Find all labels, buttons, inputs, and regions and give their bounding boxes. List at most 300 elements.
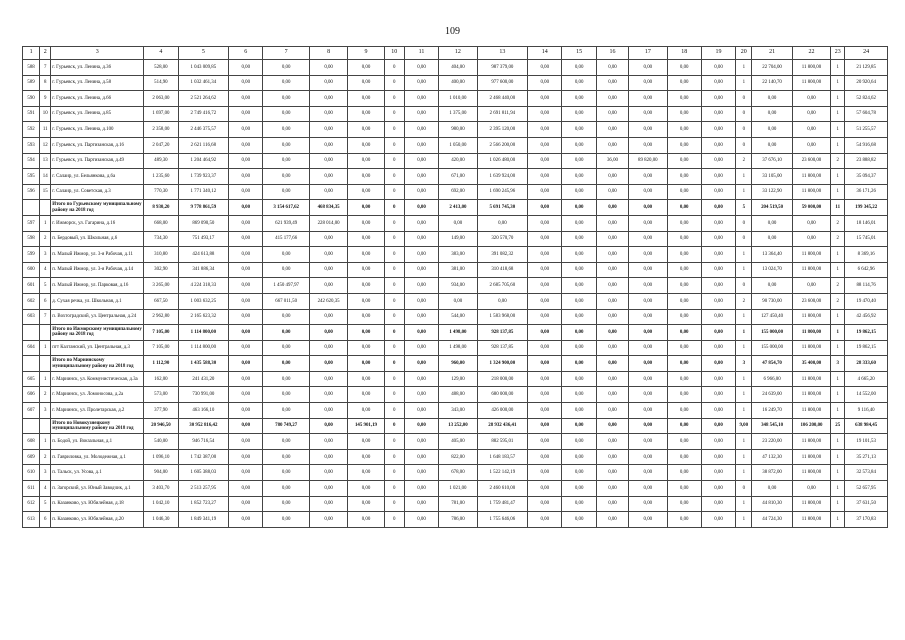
table-cell: 0,00 bbox=[229, 278, 263, 294]
table-cell: 0,00 bbox=[629, 184, 667, 200]
table-cell: 0,00 bbox=[701, 403, 735, 419]
table-cell: 4 224 318,33 bbox=[178, 278, 229, 294]
table-cell: 426 000,00 bbox=[477, 403, 528, 419]
table-cell: 2 566 200,00 bbox=[477, 137, 528, 153]
table-cell: 0,00 bbox=[263, 434, 309, 450]
table-cell: 2 bbox=[831, 293, 845, 309]
table-cell: 0,00 bbox=[562, 60, 596, 76]
table-cell: 0,00 bbox=[404, 137, 438, 153]
table-cell: 0,00 bbox=[309, 75, 347, 91]
table-cell: 302,90 bbox=[144, 262, 178, 278]
table-cell: 11 800,00 bbox=[792, 340, 830, 356]
table-cell: 0,00 bbox=[229, 371, 263, 387]
table-cell: 0 bbox=[384, 293, 404, 309]
table-cell: 3 154 617,62 bbox=[263, 200, 309, 216]
table-cell: 0,00 bbox=[596, 278, 628, 294]
table-cell: 1 050,00 bbox=[439, 137, 477, 153]
table-cell: 1 bbox=[831, 122, 845, 138]
table-cell: 1 bbox=[40, 434, 51, 450]
table-cell: 8 930,20 bbox=[144, 200, 178, 216]
table-cell: 0 bbox=[384, 512, 404, 528]
table-cell: 0,00 bbox=[348, 465, 384, 481]
table-cell: 0,00 bbox=[229, 309, 263, 325]
table-cell: 0,00 bbox=[701, 434, 735, 450]
table-row bbox=[23, 60, 888, 76]
header-cell: 6 bbox=[229, 47, 263, 60]
table-cell: 0,00 bbox=[667, 293, 701, 309]
table-cell: 781,00 bbox=[439, 496, 477, 512]
table-cell: 11 800,00 bbox=[792, 371, 830, 387]
header-cell: 24 bbox=[845, 47, 888, 60]
table-cell: 0,00 bbox=[263, 153, 309, 169]
table-cell: 0,00 bbox=[701, 340, 735, 356]
table-cell: 595 bbox=[23, 169, 40, 185]
table-cell: 0,00 bbox=[667, 106, 701, 122]
table-cell: 1 bbox=[736, 496, 752, 512]
table-row bbox=[23, 231, 888, 247]
table-cell: 0,00 bbox=[229, 200, 263, 216]
table-cell: 0,00 bbox=[528, 371, 562, 387]
table-cell: 0,00 bbox=[263, 122, 309, 138]
table-cell: 15 bbox=[40, 184, 51, 200]
table-cell bbox=[23, 200, 40, 216]
table-cell: 3 bbox=[831, 356, 845, 372]
table-cell: 786,00 bbox=[439, 512, 477, 528]
table-cell: 0,00 bbox=[348, 106, 384, 122]
table-cell: 0,00 bbox=[701, 371, 735, 387]
address-cell: г. Гурьевск, ул. Ленина, д.58 bbox=[51, 75, 144, 91]
table-cell: 400,00 bbox=[439, 75, 477, 91]
table-cell: 2 bbox=[40, 449, 51, 465]
table-cell: 2 bbox=[40, 387, 51, 403]
table-cell: 0,00 bbox=[562, 278, 596, 294]
table-cell: 680 000,00 bbox=[477, 387, 528, 403]
table-cell: 667 011,50 bbox=[263, 293, 309, 309]
table-cell: 7 105,00 bbox=[144, 340, 178, 356]
table-cell: 0,00 bbox=[629, 278, 667, 294]
table-cell: 0,00 bbox=[348, 122, 384, 138]
table-cell: 0,00 bbox=[667, 481, 701, 497]
table-cell: 0,00 bbox=[477, 215, 528, 231]
table-cell: 0,00 bbox=[629, 340, 667, 356]
table-cell: 0,00 bbox=[229, 481, 263, 497]
table-cell: 0,00 bbox=[309, 387, 347, 403]
table-cell: 0,00 bbox=[348, 387, 384, 403]
table-cell: 2 bbox=[831, 215, 845, 231]
table-cell: 0,00 bbox=[562, 122, 596, 138]
header-cell: 1 bbox=[23, 47, 40, 60]
table-cell: 1 739 923,37 bbox=[178, 169, 229, 185]
table-cell: 0,00 bbox=[667, 434, 701, 450]
table-cell: 0,00 bbox=[229, 465, 263, 481]
table-cell: 35 271,13 bbox=[845, 449, 888, 465]
table-cell: 1 bbox=[831, 137, 845, 153]
table-cell: 14 bbox=[40, 169, 51, 185]
table-cell: 1 435 588,30 bbox=[178, 356, 229, 372]
table-cell: 42 456,92 bbox=[845, 309, 888, 325]
table-cell: 19 101,53 bbox=[845, 434, 888, 450]
table-cell: 1 771 340,12 bbox=[178, 184, 229, 200]
table-cell: 88 114,76 bbox=[845, 278, 888, 294]
table-cell: 0,00 bbox=[309, 496, 347, 512]
table-cell: 0,00 bbox=[562, 449, 596, 465]
table-cell: 0,00 bbox=[596, 496, 628, 512]
table-cell: 0,00 bbox=[701, 122, 735, 138]
table-cell: 588 bbox=[23, 60, 40, 76]
table-cell: 0,00 bbox=[562, 200, 596, 216]
table-cell: 1 bbox=[736, 340, 752, 356]
table-cell: 770,30 bbox=[144, 184, 178, 200]
table-cell: 2 749 416,72 bbox=[178, 106, 229, 122]
header-cell: 14 bbox=[528, 47, 562, 60]
table-cell: 0,00 bbox=[596, 215, 628, 231]
table-cell: 751 493,17 bbox=[178, 231, 229, 247]
table-cell: 106 200,00 bbox=[792, 418, 830, 434]
table-cell: 0,00 bbox=[596, 481, 628, 497]
table-cell: 0,00 bbox=[629, 60, 667, 76]
table-cell: 0,00 bbox=[792, 137, 830, 153]
header-cell: 17 bbox=[629, 47, 667, 60]
table-cell: 0,00 bbox=[309, 449, 347, 465]
table-cell: 2 521 264,62 bbox=[178, 91, 229, 107]
table-cell: 0,00 bbox=[348, 247, 384, 263]
table-cell: 8 bbox=[40, 75, 51, 91]
table-cell: 0,00 bbox=[667, 512, 701, 528]
table-cell: 15 745,01 bbox=[845, 231, 888, 247]
table-row bbox=[23, 75, 888, 91]
table-cell: 0,00 bbox=[229, 387, 263, 403]
table-cell: 1 bbox=[831, 465, 845, 481]
table-cell: 0,00 bbox=[404, 122, 438, 138]
table-cell: 155 000,00 bbox=[752, 340, 792, 356]
table-cell: 468 834,35 bbox=[309, 200, 347, 216]
table-cell: 0,00 bbox=[752, 481, 792, 497]
table-cell: 987 379,00 bbox=[477, 60, 528, 76]
table-cell: 692,00 bbox=[439, 184, 477, 200]
table-row bbox=[23, 449, 888, 465]
table-cell: 0,00 bbox=[596, 418, 628, 434]
table-cell: 59 000,00 bbox=[792, 200, 830, 216]
table-cell: 0 bbox=[384, 496, 404, 512]
table-cell: 2 395 120,00 bbox=[477, 122, 528, 138]
table-cell: 0,00 bbox=[562, 169, 596, 185]
table-cell: 0,00 bbox=[348, 278, 384, 294]
address-cell: д. Сухая речка, ул. Школьная, д.1 bbox=[51, 293, 144, 309]
table-cell: 610 bbox=[23, 465, 40, 481]
table-cell: 33 105,00 bbox=[752, 169, 792, 185]
table-cell: 928 137,85 bbox=[477, 340, 528, 356]
table-cell: 13 bbox=[40, 153, 51, 169]
table-cell: 0,00 bbox=[309, 122, 347, 138]
table-row bbox=[23, 106, 888, 122]
table-cell: 23 888,82 bbox=[845, 153, 888, 169]
table-cell: 0,00 bbox=[596, 356, 628, 372]
table-cell: 0,00 bbox=[309, 91, 347, 107]
table-cell: 0,00 bbox=[309, 481, 347, 497]
table-cell: 9 bbox=[40, 91, 51, 107]
table-cell: 0,00 bbox=[528, 169, 562, 185]
table-cell: 0,00 bbox=[404, 153, 438, 169]
table-cell: 0,00 bbox=[562, 137, 596, 153]
table-cell: 1 522 142,19 bbox=[477, 465, 528, 481]
table-cell: 0,00 bbox=[596, 184, 628, 200]
table-cell: 540,00 bbox=[144, 434, 178, 450]
table-cell: 0,00 bbox=[562, 309, 596, 325]
address-cell: п. Малый Ижмор, ул. 3-я Рабочая, д.11 bbox=[51, 247, 144, 263]
address-cell: п. Бердовый, ул. Школьная, д.6 bbox=[51, 231, 144, 247]
table-cell: 1 026 480,00 bbox=[477, 153, 528, 169]
table-cell: 0,00 bbox=[629, 465, 667, 481]
table-cell: 1 742 387,00 bbox=[178, 449, 229, 465]
table-cell: 383,00 bbox=[439, 247, 477, 263]
table-cell: 0,00 bbox=[263, 309, 309, 325]
table-cell: 0,00 bbox=[629, 200, 667, 216]
table-cell: 0,00 bbox=[528, 403, 562, 419]
table-cell: 0,00 bbox=[562, 262, 596, 278]
table-cell: 0 bbox=[384, 278, 404, 294]
table-cell: 946 716,54 bbox=[178, 434, 229, 450]
table-cell: 199 345,22 bbox=[845, 200, 888, 216]
table-cell: 1 755 646,06 bbox=[477, 512, 528, 528]
table-cell: 1 852 723,27 bbox=[178, 496, 229, 512]
table-cell bbox=[40, 356, 51, 372]
table-cell: 0,00 bbox=[596, 60, 628, 76]
table-cell: 0,00 bbox=[667, 137, 701, 153]
table-cell: 0,00 bbox=[562, 340, 596, 356]
table-cell: 0,00 bbox=[667, 200, 701, 216]
table-cell bbox=[23, 356, 40, 372]
table-cell: 28 333,60 bbox=[845, 356, 888, 372]
table-cell: 4 665,20 bbox=[845, 371, 888, 387]
header-cell: 18 bbox=[667, 47, 701, 60]
table-cell: 0,00 bbox=[528, 278, 562, 294]
table-cell: 0 bbox=[384, 106, 404, 122]
header-cell: 12 bbox=[439, 47, 477, 60]
table-cell: 1 498,00 bbox=[439, 325, 477, 341]
table-cell: 0,00 bbox=[263, 91, 309, 107]
table-cell: 0,00 bbox=[263, 481, 309, 497]
table-cell: 0,00 bbox=[629, 434, 667, 450]
table-cell: 0,00 bbox=[348, 496, 384, 512]
table-cell: 0,00 bbox=[667, 215, 701, 231]
table-cell: 2 bbox=[40, 231, 51, 247]
table-cell: 599 bbox=[23, 247, 40, 263]
table-cell: 44 724,30 bbox=[752, 512, 792, 528]
table-cell: 0 bbox=[384, 418, 404, 434]
table-cell: 1 bbox=[831, 371, 845, 387]
table-cell: 934,00 bbox=[439, 278, 477, 294]
table-cell: 0,00 bbox=[404, 449, 438, 465]
table-cell: 0,00 bbox=[667, 387, 701, 403]
table-cell: 16 249,70 bbox=[752, 403, 792, 419]
table-cell: 0 bbox=[384, 481, 404, 497]
table-cell: 0,00 bbox=[528, 465, 562, 481]
table-cell: 0,00 bbox=[528, 137, 562, 153]
table-cell: 0 bbox=[384, 262, 404, 278]
table-cell: 35 400,00 bbox=[792, 356, 830, 372]
table-cell: 0,00 bbox=[348, 340, 384, 356]
table-cell: 11 800,00 bbox=[792, 434, 830, 450]
table-row bbox=[23, 371, 888, 387]
table-cell: 7 bbox=[40, 60, 51, 76]
table-cell: 0,00 bbox=[667, 247, 701, 263]
table-cell: 1 bbox=[831, 184, 845, 200]
table-cell: 30 952 816,42 bbox=[178, 418, 229, 434]
table-cell: 0,00 bbox=[562, 496, 596, 512]
table-cell: 6 bbox=[40, 293, 51, 309]
table-cell: 13 364,40 bbox=[752, 247, 792, 263]
table-cell: 607 bbox=[23, 403, 40, 419]
table-cell: 0,00 bbox=[562, 106, 596, 122]
table-cell: 1 849 341,19 bbox=[178, 512, 229, 528]
table-cell: 1 003 632,25 bbox=[178, 293, 229, 309]
page-number: 109 bbox=[445, 26, 460, 37]
table-cell: 0,00 bbox=[309, 247, 347, 263]
table-cell: 19 862,15 bbox=[845, 340, 888, 356]
table-cell: 0,00 bbox=[701, 137, 735, 153]
table-cell: 1 583 968,00 bbox=[477, 309, 528, 325]
table-cell: 0,00 bbox=[348, 75, 384, 91]
table-cell: 37 631,50 bbox=[845, 496, 888, 512]
table-cell: 0,00 bbox=[701, 465, 735, 481]
table-cell: 1 bbox=[40, 215, 51, 231]
table-cell: 0,00 bbox=[528, 512, 562, 528]
table-cell: 228 014,00 bbox=[309, 215, 347, 231]
header-cell: 9 bbox=[348, 47, 384, 60]
table-cell: 0,00 bbox=[404, 91, 438, 107]
address-cell: Итого по Ижморскому муниципальному району на 2018 год bbox=[51, 325, 144, 341]
report-table bbox=[22, 46, 888, 528]
table-cell: 0 bbox=[384, 169, 404, 185]
table-row bbox=[23, 293, 888, 309]
table-cell: 1 bbox=[831, 340, 845, 356]
table-cell: 424 613,88 bbox=[178, 247, 229, 263]
table-cell: 0,00 bbox=[596, 309, 628, 325]
table-cell: 36 171,26 bbox=[845, 184, 888, 200]
address-cell: г. Салаир, ул. Бельянкова, д.6а bbox=[51, 169, 144, 185]
table-cell bbox=[23, 418, 40, 434]
header-cell: 19 bbox=[701, 47, 735, 60]
table-cell: 0,00 bbox=[562, 418, 596, 434]
table-cell: 1 bbox=[736, 325, 752, 341]
table-cell: 0,00 bbox=[229, 340, 263, 356]
table-cell: 597 bbox=[23, 215, 40, 231]
table-cell: 0,00 bbox=[667, 309, 701, 325]
table-cell: 0,00 bbox=[229, 75, 263, 91]
total-row bbox=[23, 200, 888, 216]
address-cell: Итого по Мариинскому муниципальному району на 2018 год bbox=[51, 356, 144, 372]
table-cell: 0 bbox=[384, 91, 404, 107]
table-cell: 19 470,40 bbox=[845, 293, 888, 309]
table-cell: 37 170,83 bbox=[845, 512, 888, 528]
table-cell: 0,00 bbox=[562, 91, 596, 107]
table-cell: 621 939,49 bbox=[263, 215, 309, 231]
table-cell: 0,00 bbox=[701, 387, 735, 403]
table-cell: 8 369,16 bbox=[845, 247, 888, 263]
total-row bbox=[23, 325, 888, 341]
table-cell: 1 639 924,00 bbox=[477, 169, 528, 185]
table-cell: 22 704,00 bbox=[752, 60, 792, 76]
table-cell: 0,00 bbox=[629, 403, 667, 419]
table-cell: 514,90 bbox=[144, 75, 178, 91]
table-cell: 1 bbox=[831, 309, 845, 325]
address-cell: Итого по Гурьевскому муниципальному району на 2018 год bbox=[51, 200, 144, 216]
table-cell: 404,00 bbox=[439, 60, 477, 76]
table-cell: 0,00 bbox=[404, 434, 438, 450]
table-row bbox=[23, 465, 888, 481]
table-cell: 0,00 bbox=[667, 340, 701, 356]
table-cell: 204 519,50 bbox=[752, 200, 792, 216]
table-cell: 11 800,00 bbox=[792, 262, 830, 278]
table-cell: 0,00 bbox=[404, 325, 438, 341]
table-cell: 3 bbox=[40, 403, 51, 419]
table-cell: 2 685 705,60 bbox=[477, 278, 528, 294]
table-cell: 0,00 bbox=[792, 278, 830, 294]
table-cell: 9 116,40 bbox=[845, 403, 888, 419]
table-cell: 0,00 bbox=[404, 356, 438, 372]
table-cell: 0,00 bbox=[528, 75, 562, 91]
table-cell: 980,00 bbox=[439, 122, 477, 138]
table-cell: 0,00 bbox=[667, 496, 701, 512]
table-cell: 0,00 bbox=[229, 169, 263, 185]
table-cell: 47 854,70 bbox=[752, 356, 792, 372]
table-cell: 0,00 bbox=[792, 481, 830, 497]
table-cell: 0,00 bbox=[348, 434, 384, 450]
table-cell: 0,00 bbox=[629, 496, 667, 512]
table-cell: 0,00 bbox=[629, 231, 667, 247]
address-cell: п. Загорский, ул. Юный Заводчик, д.1 bbox=[51, 481, 144, 497]
table-cell: 11 800,00 bbox=[792, 184, 830, 200]
header-cell: 10 bbox=[384, 47, 404, 60]
table-row bbox=[23, 309, 888, 325]
table-cell: 0,00 bbox=[404, 231, 438, 247]
table-cell: 0,00 bbox=[309, 371, 347, 387]
table-cell: 1 bbox=[736, 449, 752, 465]
table-cell: 2 047,20 bbox=[144, 137, 178, 153]
table-cell: 0,00 bbox=[528, 247, 562, 263]
table-row bbox=[23, 278, 888, 294]
table-cell: 149,00 bbox=[439, 231, 477, 247]
table-cell: 573,00 bbox=[144, 387, 178, 403]
table-cell: 242 620,35 bbox=[309, 293, 347, 309]
table-cell: 0,00 bbox=[263, 262, 309, 278]
table-cell: 1 bbox=[736, 403, 752, 419]
table-cell: 1 bbox=[831, 60, 845, 76]
table-row bbox=[23, 91, 888, 107]
table-cell: 591 bbox=[23, 106, 40, 122]
table-cell: 0,00 bbox=[667, 325, 701, 341]
table-cell: 0 bbox=[736, 481, 752, 497]
table-cell: 2 bbox=[736, 153, 752, 169]
table-cell: 1 bbox=[736, 262, 752, 278]
table-cell: 2 513 257,95 bbox=[178, 481, 229, 497]
table-cell: 2 358,00 bbox=[144, 122, 178, 138]
table-cell: 0,00 bbox=[229, 403, 263, 419]
table-cell: 0 bbox=[384, 465, 404, 481]
table-cell: 0,00 bbox=[348, 184, 384, 200]
table-cell: 0 bbox=[384, 340, 404, 356]
table-cell: 0,00 bbox=[629, 356, 667, 372]
table-cell: 0,00 bbox=[404, 481, 438, 497]
table-cell: 0,00 bbox=[528, 91, 562, 107]
table-cell: 1 bbox=[831, 481, 845, 497]
table-cell: 6 bbox=[40, 512, 51, 528]
table-cell: 20 946,50 bbox=[144, 418, 178, 434]
table-cell: 0,00 bbox=[404, 184, 438, 200]
table-cell: 9,00 bbox=[736, 418, 752, 434]
table-cell: 3 bbox=[40, 247, 51, 263]
table-cell: 0,00 bbox=[701, 496, 735, 512]
